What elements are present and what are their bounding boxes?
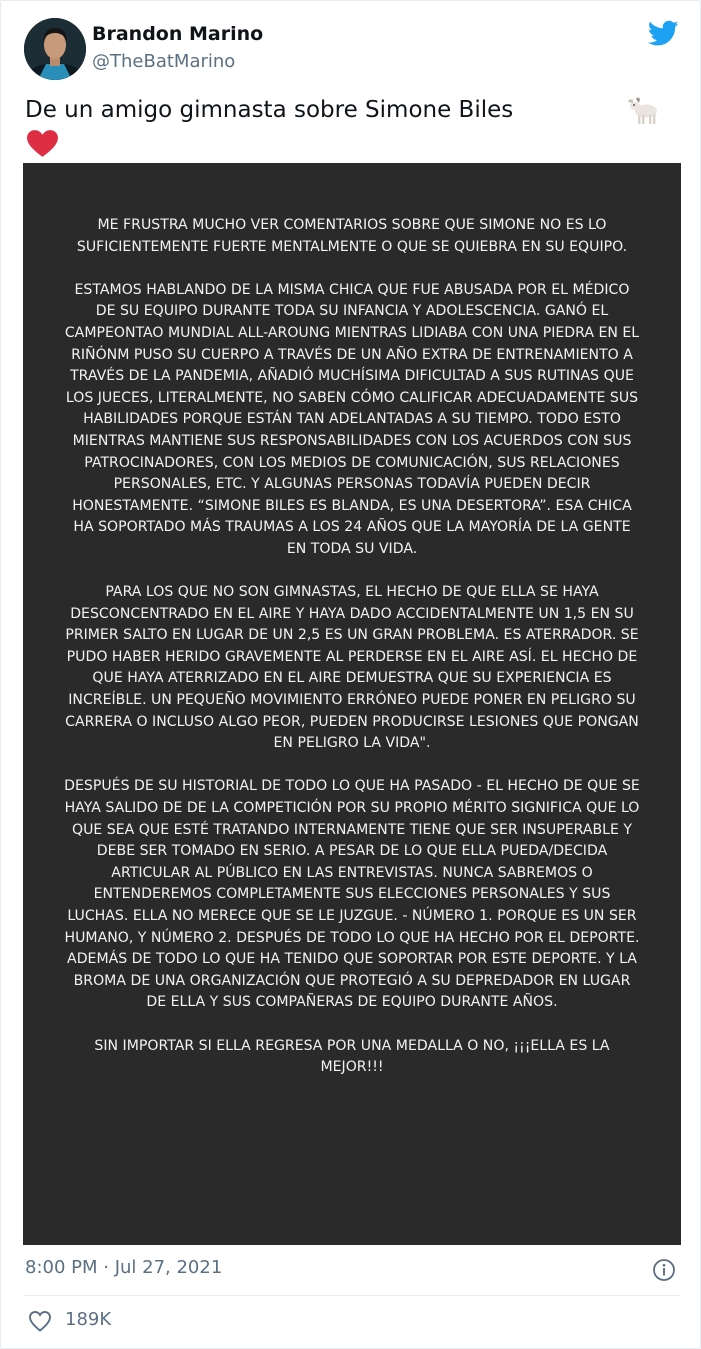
author-name[interactable]: Brandon Marino bbox=[92, 23, 264, 45]
avatar[interactable] bbox=[24, 18, 86, 80]
image-paragraph: DESPUÉS DE SU HISTORIAL DE TODO LO QUE HA PASADO - EL HECHO DE QUE SE HAYA SALIDO DE DE LA COMPETICIÓN POR SU PROPIO MÉRITO SIGNIFICA QUE LO QUE SEA QUE ESTÉ TRATANDO INTERNAMENTE TIENE QUE SER INSUPERABLE Y DEBE SER TOMADO EN SERIO. A PESAR DE LO QUE ELLA PUEDA/DECIDA ARTICULAR AL PÚBLICO EN LAS ENTREVISTAS. NUNCA SABREMOS O ENTENDEREMOS COMPLETAMENTE SUS ELECCIONES PERSONALES Y SUS LUCHAS. ELLA NO MERECE QUE SE LE JUZGUE. - NÚMERO 1. PORQUE ES UN SER HUMANO, Y NÚMERO 2. DESPUÉS DE TODO LO QUE HA HECHO POR EL DEPORTE. ADEMÁS DE TODO LO QUE HA TENIDO QUE SOPORTAR POR ESTE DEPORTE. Y LA BROMA DE UNA ORGANIZACIÓN QUE PROTEGIÓ A SU DEPREDADOR EN LUGAR DE ELLA Y SUS COMPAÑERAS DE EQUIPO DURANTE AÑOS. bbox=[64, 778, 640, 1011]
image-paragraph: SIN IMPORTAR SI ELLA REGRESA POR UNA MEDALLA O NO, ¡¡¡ELLA ES LA MEJOR!!! bbox=[94, 1037, 610, 1076]
goat-emoji-icon bbox=[627, 96, 659, 126]
red-heart-emoji-icon bbox=[26, 129, 59, 158]
tweet-text: De un amigo gimnasta sobre Simone Biles bbox=[25, 97, 514, 123]
heart-outline-icon[interactable] bbox=[28, 1310, 52, 1332]
tweet-image[interactable] bbox=[23, 163, 681, 1245]
twitter-bird-icon[interactable] bbox=[648, 20, 679, 47]
info-icon[interactable] bbox=[652, 1258, 676, 1282]
image-paragraph: ESTAMOS HABLANDO DE LA MISMA CHICA QUE FUE ABUSADA POR EL MÉDICO DE SU EQUIPO DURANTE TODA SU INFANCIA Y ADOLESCENCIA. GANÓ EL CAMPEONTAO MUNDIAL ALL-AROUNG MIENTRAS LIDIABA CON UNA PIEDRA EN EL RIÑÓNM PUSO SU CUERPO A TRAVÉS DE UN AÑO EXTRA DE ENTRENAMIENTO A TRAVÉS DE LA PANDEMIA, AÑADIÓ MUCHÍSIMA DIFICULTAD A SUS RUTINAS QUE LOS JUECES, LITERALMENTE, NO SABEN CÓMO CALIFICAR ADECUADAMENTE SUS HABILIDADES PORQUE ESTÁN TAN ADELANTADAS A SU TIEMPO. TODO ESTO MIENTRAS MANTIENE SUS RESPONSABILIDADES CON LOS ACUERDOS CON SUS PATROCINADORES, CON LOS MEDIOS DE COMUNICACIÓN, SUS RELACIONES PERSONALES, ETC. Y ALGUNAS PERSONAS TODAVÍA PUEDEN DECIR HONESTAMENTE. “SIMONE BILES ES BLANDA, ES UNA DESERTORA”. ESA CHICA HA SOPORTADO MÁS TRAUMAS A LOS 24 AÑOS QUE LA MAYORÍA DE LA GENTE EN TODA SU VIDA. bbox=[64, 281, 640, 557]
image-paragraph: ME FRUSTRA MUCHO VER COMENTARIOS SOBRE QUE SIMONE NO ES LO SUFICIENTEMENTE FUERTE MENTALMENTE O QUE SE QUIEBRA EN SU EQUIPO. bbox=[76, 217, 628, 255]
author-handle[interactable]: @TheBatMarino bbox=[92, 51, 236, 72]
image-text bbox=[63, 215, 641, 1079]
tweet-timestamp[interactable]: 8:00 PM · Jul 27, 2021 bbox=[25, 1257, 223, 1278]
divider bbox=[24, 1295, 680, 1296]
image-paragraph: PARA LOS QUE NO SON GIMNASTAS, EL HECHO DE QUE ELLA SE HAYA DESCONCENTRADO EN EL AIRE Y HAYA DADO ACCIDENTALMENTE UN 1,5 EN SU PRIMER SALTO EN LUGAR DE UN 2,5 ES UN GRAN PROBLEMA. ES ATERRADOR. SE PUDO HABER HERIDO GRAVEMENTE AL PERDERSE EN EL AIRE ASÍ. EL HECHO DE QUE HAYA ATERRIZADO EN EL AIRE DEMUESTRA QUE SU EXPERIENCIA ES INCREÍBLE. UN PEQUEÑO MOVIMIENTO ERRÓNEO PUEDE PONER EN PELIGRO SU CARRERA O INCLUSO ALGO PEOR, PUEDEN PRODUCIRSE LESIONES QUE PONGAN EN PELIGRO LA VIDA". bbox=[65, 584, 639, 752]
like-count[interactable]: 189K bbox=[65, 1309, 112, 1330]
